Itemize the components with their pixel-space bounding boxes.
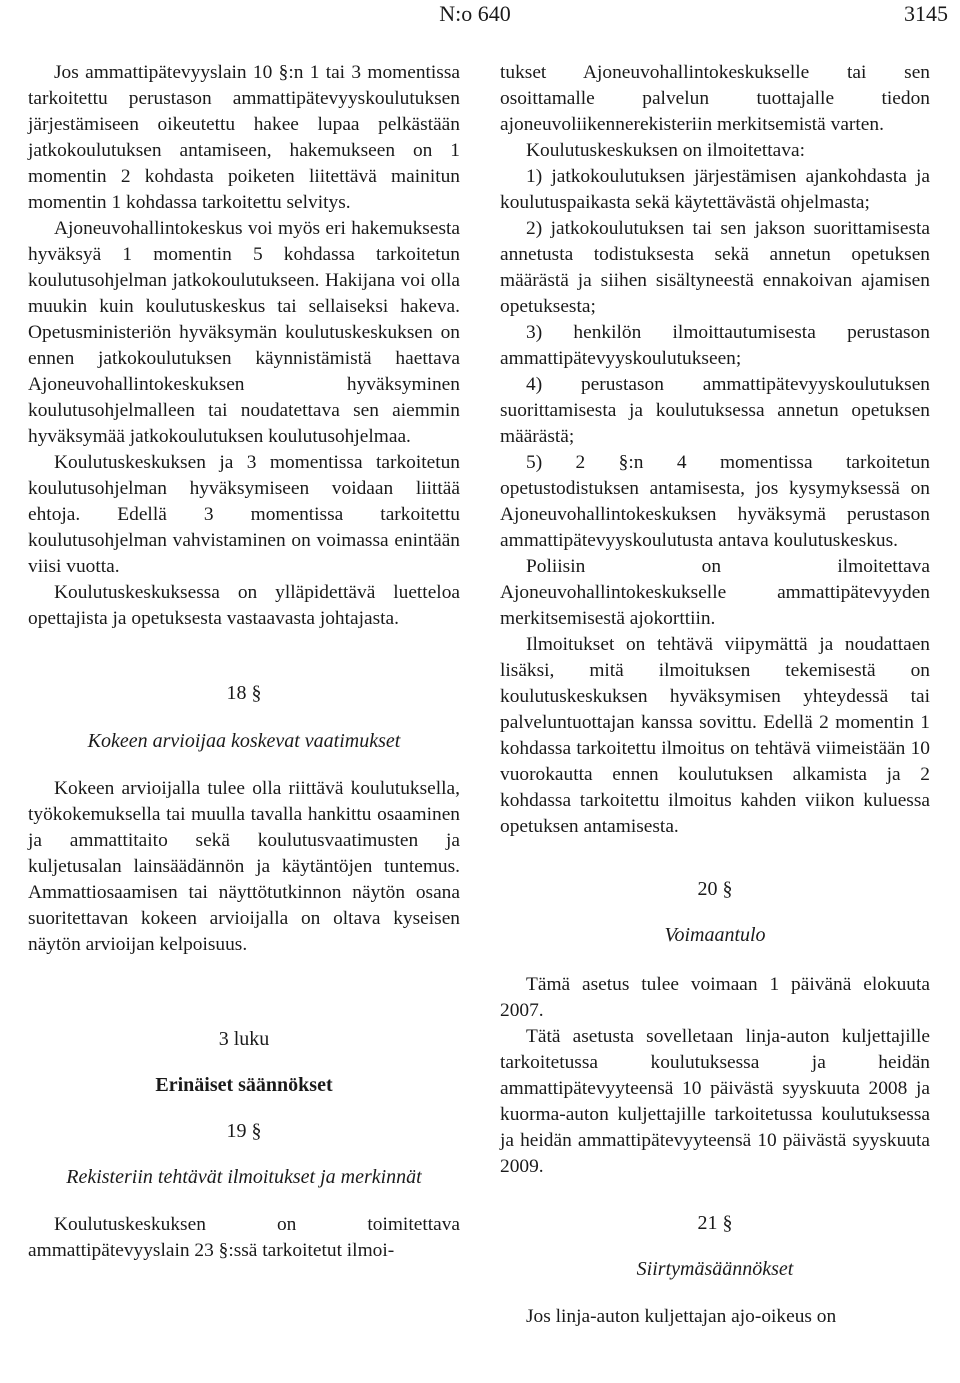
section-number: 18 § — [226, 682, 262, 704]
section-number: 21 § — [697, 1212, 733, 1234]
document-number: N:o 640 — [439, 1, 511, 26]
chapter-number: 3 luku — [218, 1028, 270, 1050]
paragraph: Koulutuskeskuksen ja 3 momentissa tarkoitetun koulutusohjelman hyväksymiseen voidaan liittää ehtoja. Edellä 3 momentissa tarkoitettu koulutusohjelman vahvistaminen on voimassa enintään viisi vuotta. — [28, 452, 460, 577]
section-title: Siirtymäsäännökset — [636, 1258, 794, 1280]
chapter-title: Erinäiset säännökset — [155, 1074, 333, 1096]
right-column — [500, 60, 930, 1330]
section-number: 20 § — [697, 878, 733, 900]
paragraph: Jos linja-auton kuljettajan ajo-oikeus on — [526, 1306, 837, 1327]
paragraph: Poliisin on ilmoitettava Ajoneuvohallintokeskukselle ammattipätevyyden merkitsemisestä ajokorttiin. — [500, 556, 930, 629]
paragraph: Koulutuskeskuksen on ilmoitettava: — [526, 140, 805, 161]
list-item: 4) perustason ammattipätevyyskoulutuksen suorittamisesta ja koulutuksessa annetun opetuksen määrästä; — [500, 374, 930, 447]
paragraph: Koulutuskeskuksen on toimitettava ammattipätevyyslain 23 §:ssä tarkoitetut ilmoi- — [28, 1214, 460, 1261]
section-title: Rekisteriin tehtävät ilmoitukset ja merkinnät — [66, 1166, 422, 1188]
paragraph: Koulutuskeskuksessa on ylläpidettävä luetteloa opettajista ja opetuksesta vastaavasta johtajasta. — [28, 582, 460, 629]
section-title: Voimaantulo — [664, 924, 766, 946]
section-title: Kokeen arvioijaa koskevat vaatimukset — [87, 730, 401, 752]
list-item: 5) 2 §:n 4 momentissa tarkoitetun opetustodistuksen antamisesta, jos kysymyksessä on Ajoneuvohallintokeskuksen hyväksymä perustason ammattipätevyyskoulutusta antava koulutuskeskus. — [500, 452, 930, 551]
paragraph: Tätä asetusta sovelletaan linja-auton kuljettajille tarkoitetussa koulutuksessa ja heidän ammattipätevyyteensä 10 päivästä syyskuuta 2008 ja kuorma-auton kuljettajille tarkoitetussa koulutuksessa ja heidän ammattipätevyyteensä 10 päivästä syyskuuta 2009. — [500, 1026, 930, 1177]
paragraph: Kokeen arvioijalla tulee olla riittävä koulutuksella, työkokemuksella tai muulla tavalla hankittu osaaminen ja ammattitaito sekä koulutusvaatimusten ja kuljetusalan lainsäädännön ja käytäntöjen tuntemus. Ammattiosaamisen tai näyttötutkinnon näytön osana suoritettavan kokeen arvioijalla on oltava kyseisen näytön arvioijan kelpoisuus. — [28, 778, 460, 955]
section-number: 19 § — [226, 1120, 262, 1142]
paragraph: Ilmoitukset on tehtävä viipymättä ja noudattaen lisäksi, mitä ilmoituksen tekemisestä on koulutuskeskuksen hyväksymisen yhteydessä tai palveluntuottajan kanssa sovittu. Edellä 2 momentin 1 kohdassa tarkoitettu ilmoitus on tehtävä viimeistään 10 vuorokautta ennen koulutuksen alkamista ja 2 kohdassa tarkoitettu ilmoitus kahden viikon kuluessa opetuksen antamisesta. — [500, 634, 930, 837]
list-item: 3) henkilön ilmoittautumisesta perustason ammattipätevyyskoulutukseen; — [500, 322, 930, 369]
page-number: 3145 — [904, 1, 948, 26]
list-item: 1) jatkokoulutuksen järjestämisen ajankohdasta ja koulutuspaikasta sekä käytettävästä ohjelmasta; — [500, 166, 930, 213]
list-item: 2) jatkokoulutuksen tai sen jakson suorittamisesta annetusta todistuksesta sekä annetun opetuksen määrästä ja siihen sisältyneestä ennakoivan ajamisen opetuksesta; — [500, 218, 930, 317]
paragraph: tukset Ajoneuvohallintokeskukselle tai sen osoittamalle palvelun tuottajalle tiedon ajoneuvoliikennerekisteriin merkitsemistä varten. — [500, 62, 930, 135]
left-column — [28, 60, 460, 1264]
paragraph: Tämä asetus tulee voimaan 1 päivänä elokuuta 2007. — [500, 974, 930, 1021]
paragraph: Jos ammattipätevyyslain 10 §:n 1 tai 3 momentissa tarkoitettu perustason ammattipätevyyskoulutuksen järjestämiseen oikeutettu hakee lupaa pelkästään jatkokoulutuksen antamiseen, hakemukseen on 1 momentin 2 kohdasta poiketen liitettävä mainitun momentin 1 kohdassa tarkoitettu selvitys. — [28, 62, 460, 213]
paragraph: Ajoneuvohallintokeskus voi myös eri hakemuksesta hyväksyä 1 momentin 5 kohdassa tarkoitetun koulutusohjelman jatkokoulutukseen. Hakijana voi olla muukin kuin koulutuskeskus tai sellaiseksi hakeva. Opetusministeriön hyväksymän koulutuskeskuksen on ennen jatkokoulutuksen käynnistämistä haettava Ajoneuvohallintokeskuksen hyväksyminen koulutusohjelmalleen tai noudatettava sen aiemmin hyväksymää jatkokoulutuksen koulutusohjelmaa. — [28, 218, 460, 447]
